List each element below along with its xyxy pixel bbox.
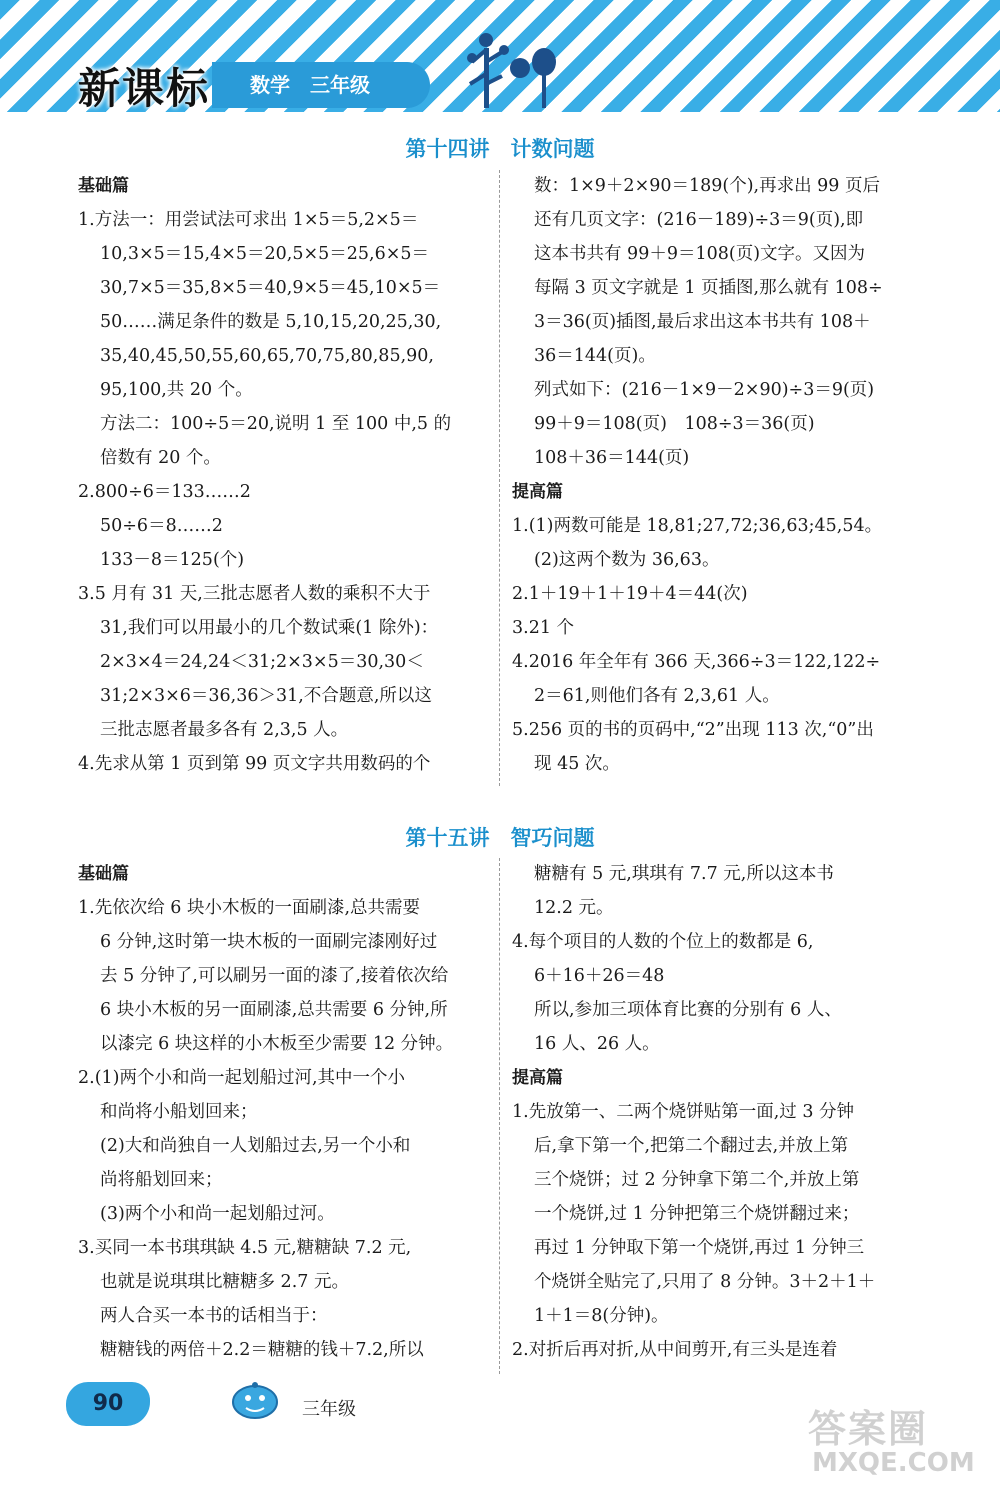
page-header xyxy=(0,0,1000,112)
answer-line: 4.每个项目的人数的个位上的数都是 6, xyxy=(512,932,814,952)
answer-line: (3)两个小和尚一起划船过河。 xyxy=(100,1204,335,1224)
answer-line: (2)大和尚独自一人划船过去,另一个小和 xyxy=(100,1136,411,1156)
answer-line: 50÷6＝8……2 xyxy=(100,516,223,536)
answer-line: 31,我们可以用最小的几个数试乘(1 除外)： xyxy=(100,618,439,638)
answer-line: 每隔 3 页文字就是 1 页插图,那么就有 108÷ xyxy=(534,278,883,298)
answer-line: 3＝36(页)插图,最后求出这本书共有 108＋ xyxy=(534,312,871,332)
subsection-heading: 基础篇 xyxy=(78,176,129,196)
answer-line: 5.256 页的书的页码中,“2”出现 113 次,“0”出 xyxy=(512,720,874,740)
answer-line: 也就是说琪琪比糖糖多 2.7 元。 xyxy=(100,1272,349,1292)
answer-line: 和尚将小船划回来； xyxy=(100,1102,258,1122)
right-column xyxy=(512,857,932,1367)
answer-line: 以漆完 6 块这样的小木板至少需要 12 分钟。 xyxy=(100,1034,454,1054)
answer-line: 3.买同一本书琪琪缺 4.5 元,糖糖缺 7.2 元, xyxy=(78,1238,412,1258)
answer-line: 2.1＋19＋1＋19＋4＝44(次) xyxy=(512,584,748,604)
answer-line: 30,7×5＝35,8×5＝40,9×5＝45,10×5＝ xyxy=(100,278,441,298)
answer-line: 3.5 月有 31 天,三批志愿者人数的乘积不大于 xyxy=(78,584,431,604)
answer-line: 尚将船划回来； xyxy=(100,1170,223,1190)
watermark-logo: 答案圈 xyxy=(808,1407,929,1451)
answer-line: 1＋1＝8(分钟)。 xyxy=(534,1306,669,1326)
subsection-heading: 提高篇 xyxy=(512,482,563,502)
tree-icon xyxy=(462,28,562,108)
answer-line: 31;2×3×6＝36,36＞31,不合题意,所以这 xyxy=(100,686,432,706)
answer-line: 2.对折后再对折,从中间剪开,有三头是连着 xyxy=(512,1340,838,1360)
answer-line: 1.(1)两数可能是 18,81;27,72;36,63;45,54。 xyxy=(512,516,883,536)
answer-line: 50……满足条件的数是 5,10,15,20,25,30, xyxy=(100,312,442,332)
right-column xyxy=(512,169,932,781)
answer-line: 2.800÷6＝133……2 xyxy=(78,482,251,502)
answer-line: 1.先放第一、二两个烧饼贴第一面,过 3 分钟 xyxy=(512,1102,855,1122)
watermark-url: MXQE.COM xyxy=(812,1448,975,1478)
subsection-heading: 提高篇 xyxy=(512,1068,563,1088)
answer-line: 6 分钟,这时第一块木板的一面刷完漆刚好过 xyxy=(100,932,438,952)
answer-line: 后,拿下第一个,把第二个翻过去,并放上第 xyxy=(534,1136,849,1156)
answer-line: 列式如下：(216－1×9－2×90)÷3＝9(页) xyxy=(534,380,875,400)
answer-line: 方法二：100÷5＝20,说明 1 至 100 中,5 的 xyxy=(100,414,452,434)
answer-line: 6 块小木板的另一面刷漆,总共需要 6 分钟,所 xyxy=(100,1000,448,1020)
answer-line: 2.(1)两个小和尚一起划船过河,其中一个小 xyxy=(78,1068,406,1088)
answer-line: 三个烧饼；过 2 分钟拿下第二个,并放上第 xyxy=(534,1170,860,1190)
answer-line: 99＋9＝108(页) 108÷3＝36(页) xyxy=(534,414,815,434)
answer-line: 2×3×4＝24,24＜31;2×3×5＝30,30＜ xyxy=(100,652,424,672)
footer-grade: 三年级 xyxy=(302,1399,356,1420)
left-column xyxy=(78,169,494,781)
answer-line: 3.21 个 xyxy=(512,618,575,638)
answer-line: 糖糖有 5 元,琪琪有 7.7 元,所以这本书 xyxy=(534,864,834,884)
answer-line: 所以,参加三项体育比赛的分别有 6 人、 xyxy=(534,1000,842,1020)
answer-line: 去 5 分钟了,可以刷另一面的漆了,接着依次给 xyxy=(100,966,449,986)
section-title: 第十四讲 计数问题 xyxy=(405,137,595,161)
answer-line: 108＋36＝144(页) xyxy=(534,448,690,468)
answer-line: 4.先求从第 1 页到第 99 页文字共用数码的个 xyxy=(78,754,431,774)
answer-line: 两人合买一本书的话相当于： xyxy=(100,1306,328,1326)
subsection-heading: 基础篇 xyxy=(78,864,129,884)
answer-line: 三批志愿者最多各有 2,3,5 人。 xyxy=(100,720,349,740)
column-divider xyxy=(499,170,500,786)
answer-line: 35,40,45,50,55,60,65,70,75,80,85,90, xyxy=(100,346,434,366)
answer-line: 2＝61,则他们各有 2,3,61 人。 xyxy=(534,686,780,706)
answer-line: 现 45 次。 xyxy=(534,754,620,774)
subject-label: 数学 三年级 xyxy=(212,62,430,108)
answer-line: 糖糖钱的两倍＋2.2＝糖糖的钱＋7.2,所以 xyxy=(100,1340,424,1360)
answer-line: 再过 1 分钟取下第一个烧饼,再过 1 分钟三 xyxy=(534,1238,865,1258)
brand-title: 新课标 xyxy=(78,64,211,112)
mascot-icon xyxy=(230,1380,280,1420)
answer-line: 36＝144(页)。 xyxy=(534,346,656,366)
page-number: 90 xyxy=(66,1382,150,1426)
answer-line: (2)这两个数为 36,63。 xyxy=(534,550,720,570)
answer-line: 1.先依次给 6 块小木板的一面刷漆,总共需要 xyxy=(78,898,421,918)
answer-line: 6＋16＋26＝48 xyxy=(534,966,665,986)
answer-line: 10,3×5＝15,4×5＝20,5×5＝25,6×5＝ xyxy=(100,244,430,264)
answer-line: 133－8＝125(个) xyxy=(100,550,245,570)
answer-line: 一个烧饼,过 1 分钟把第三个烧饼翻过来； xyxy=(534,1204,860,1224)
answer-line: 12.2 元。 xyxy=(534,898,614,918)
answer-line: 个烧饼全贴完了,只用了 8 分钟。3＋2＋1＋ xyxy=(534,1272,876,1292)
left-column xyxy=(78,857,494,1367)
answer-line: 还有几页文字：(216－189)÷3＝9(页),即 xyxy=(534,210,864,230)
answer-line: 1.方法一：用尝试法可求出 1×5＝5,2×5＝ xyxy=(78,210,419,230)
answer-line: 4.2016 年全年有 366 天,366÷3＝122,122÷ xyxy=(512,652,881,672)
section-title: 第十五讲 智巧问题 xyxy=(405,826,595,850)
answer-line: 倍数有 20 个。 xyxy=(100,448,221,468)
answer-line: 数：1×9＋2×90＝189(个),再求出 99 页后 xyxy=(534,176,881,196)
answer-line: 95,100,共 20 个。 xyxy=(100,380,253,400)
answer-line: 16 人、26 人。 xyxy=(534,1034,660,1054)
answer-line: 这本书共有 99＋9＝108(页)文字。又因为 xyxy=(534,244,866,264)
column-divider xyxy=(499,858,500,1374)
